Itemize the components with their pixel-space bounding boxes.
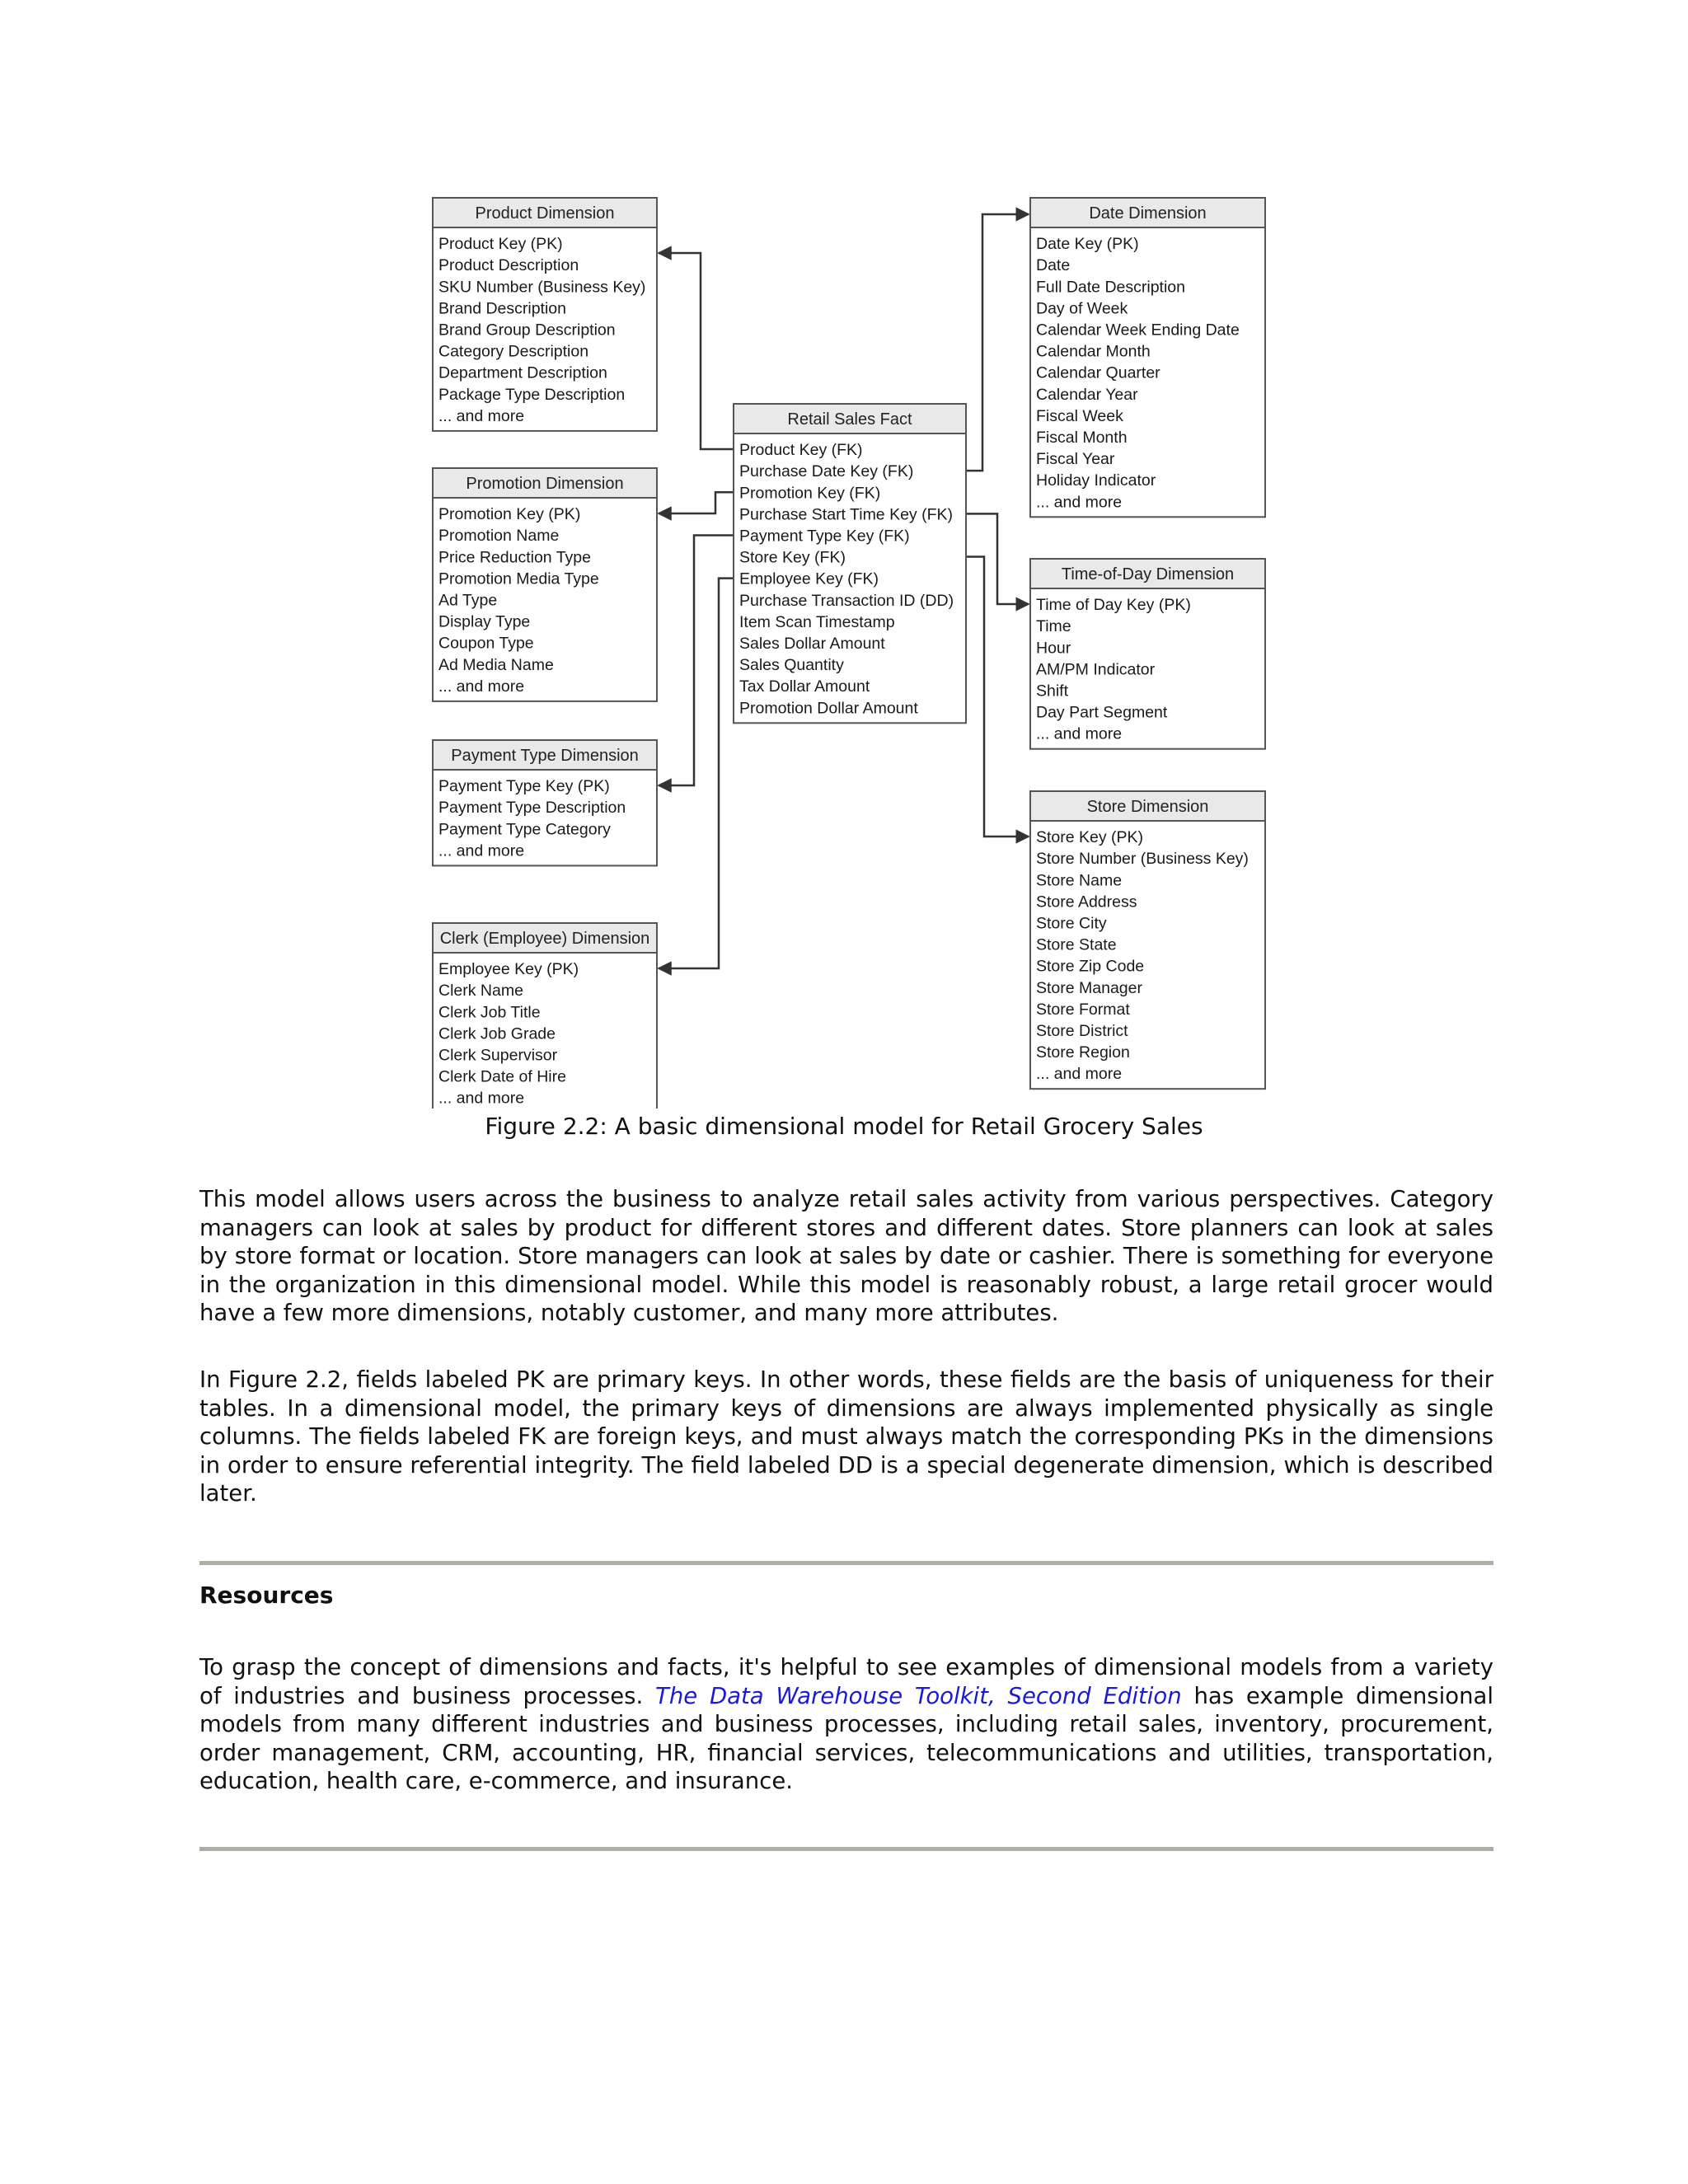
connector-payment [659,535,734,785]
table-field: Store Number (Business Key) [1036,850,1249,869]
table-field: ... and more [438,677,525,696]
table-field: Store City [1036,914,1107,933]
table-field: Ad Type [438,591,498,610]
table-field: Day Part Segment [1036,703,1168,722]
table-field: ... and more [1036,724,1123,743]
table-field: ... and more [438,841,525,860]
table-field: Store State [1036,935,1117,954]
table-field: Brand Group Description [438,321,616,340]
table-field: Clerk Date of Hire [438,1067,566,1086]
table-fact [734,404,966,723]
table-field: Calendar Year [1036,385,1138,404]
resources-heading: Resources [199,1582,334,1609]
table-payment [433,740,657,865]
table-field: Product Key (PK) [438,235,563,254]
dimension-tables [433,198,1265,1108]
table-store [1030,791,1265,1089]
table-field: SKU Number (Business Key) [438,278,646,297]
table-title: Store Dimension [1086,798,1209,816]
table-field: ... and more [438,406,525,425]
table-field: Fiscal Year [1036,450,1115,469]
table-field: Time [1036,617,1071,636]
table-field: Package Type Description [438,385,626,404]
table-field: Product Description [438,256,579,275]
connector-date [966,214,1029,471]
table-field: Calendar Quarter [1036,363,1160,382]
table-date [1030,198,1265,517]
table-field: Promotion Key (PK) [438,505,581,524]
body-paragraph-1: This model allows users across the business to analyze retail sales activity from various perspectives. Category managers can look at sales by product for different stores and different dates. Store planners can look at sales by store format or location. Store managers can look at sales by date or cashier. There is something for everyone in the organization in this dimensional model. While this model is reasonably robust, a large retail grocer would have a few more dimensions, notably customer, and many more attributes. [199,1186,1493,1326]
table-field: Promotion Name [438,527,560,546]
table-field: Category Description [438,342,589,361]
table-field: Item Scan Timestamp [739,612,895,631]
table-time [1030,559,1265,749]
table-field: Employee Key (PK) [438,960,579,979]
table-field: Date [1036,256,1071,275]
table-field: Store District [1036,1022,1128,1040]
table-field: Purchase Date Key (FK) [739,462,914,481]
table-field: Clerk Job Title [438,1003,541,1022]
table-field: Tax Dollar Amount [739,677,870,696]
table-promotion [433,468,657,701]
section-divider-bottom [199,1847,1493,1851]
resources-paragraph [199,1653,1493,1796]
table-field: Sales Quantity [739,656,844,675]
table-clerk [433,923,657,1108]
connector-time [966,513,1029,604]
table-field: Product Key (FK) [739,441,863,460]
table-field: Store Name [1036,871,1123,890]
table-title: Promotion Dimension [466,475,624,493]
resources-text-start: To grasp the concept of dimensions and facts, it's helpful to see examples of dimensional models from a variety of industries and business processes. [199,1654,1493,1709]
table-field: Coupon Type [438,634,534,653]
section-divider-top [199,1561,1493,1565]
toolkit-book-link[interactable]: The Data Warehouse Toolkit, Second Edition [655,1682,1182,1709]
table-title: Clerk (Employee) Dimension [439,930,650,948]
table-field: Clerk Job Grade [438,1024,556,1043]
table-field: Store Format [1036,1000,1130,1019]
table-field: Full Date Description [1036,278,1185,297]
table-field: Ad Media Name [438,655,554,674]
table-field: Brand Description [438,299,566,318]
table-field: Payment Type Key (FK) [739,527,910,546]
table-field: Clerk Supervisor [438,1046,558,1065]
table-title: Product Dimension [475,204,615,223]
table-field: AM/PM Indicator [1036,660,1156,679]
table-field: Sales Dollar Amount [739,635,885,653]
table-field: Payment Type Description [438,799,626,818]
table-field: Store Key (PK) [1036,828,1144,847]
table-title: Date Dimension [1089,204,1207,223]
table-field: Payment Type Category [438,820,611,839]
connector-product [659,253,734,449]
table-field: Promotion Media Type [438,569,599,588]
table-field: Payment Type Key (PK) [438,777,610,796]
table-field: Store Key (FK) [739,548,846,567]
table-title: Retail Sales Fact [787,410,912,429]
table-field: ... and more [438,1089,525,1108]
table-field: Store Manager [1036,978,1142,997]
table-field: Clerk Name [438,982,523,1001]
table-field: Calendar Week Ending Date [1036,321,1240,340]
table-field: Store Address [1036,893,1137,912]
table-field: Purchase Start Time Key (FK) [739,505,953,524]
table-field: Store Zip Code [1036,957,1145,976]
table-field: Fiscal Week [1036,406,1123,425]
resources-text-end: has example dimensional models from many different industries and business processes, including retail sales, inventory, procurement, order management, CRM, accounting, HR, financial services, telecommunications and utilities, transportation, education, health care, e-commerce, and insurance. [199,1682,1493,1794]
table-title: Payment Type Dimension [451,747,639,765]
table-field: Shift [1036,682,1069,701]
table-field: Department Description [438,363,607,382]
table-title: Time-of-Day Dimension [1061,565,1235,583]
table-field: Day of Week [1036,299,1128,318]
table-field: Store Region [1036,1043,1130,1062]
table-field: Date Key (PK) [1036,235,1139,254]
table-field: Display Type [438,612,531,631]
connector-clerk [659,579,734,968]
table-field: Hour [1036,639,1071,658]
table-field: ... and more [1036,1065,1123,1084]
table-field: Promotion Key (FK) [739,484,881,503]
table-field: Promotion Dollar Amount [739,699,918,718]
connector-promotion [659,492,734,513]
table-field: Time of Day Key (PK) [1036,596,1191,615]
table-field: Calendar Month [1036,342,1151,361]
table-field: Fiscal Month [1036,429,1128,447]
table-field: Holiday Indicator [1036,471,1156,490]
table-field: Employee Key (FK) [739,569,879,588]
table-field: Price Reduction Type [438,548,591,567]
body-paragraph-2: In Figure 2.2, fields labeled PK are primary keys. In other words, these fields are the basis of uniqueness for their tables. In a dimensional model, the primary keys of dimensions are always implemented physically as single columns. The fields labeled FK are foreign keys, and must always match the corresponding PKs in the dimensions in order to ensure referential integrity. The field labeled DD is a special degenerate dimension, which is described later. [199,1366,1493,1507]
figure-caption: Figure 2.2: A basic dimensional model for Retail Grocery Sales [485,1113,1203,1140]
table-field: ... and more [1036,493,1123,512]
table-field: Purchase Transaction ID (DD) [739,591,954,610]
table-product [433,198,657,431]
